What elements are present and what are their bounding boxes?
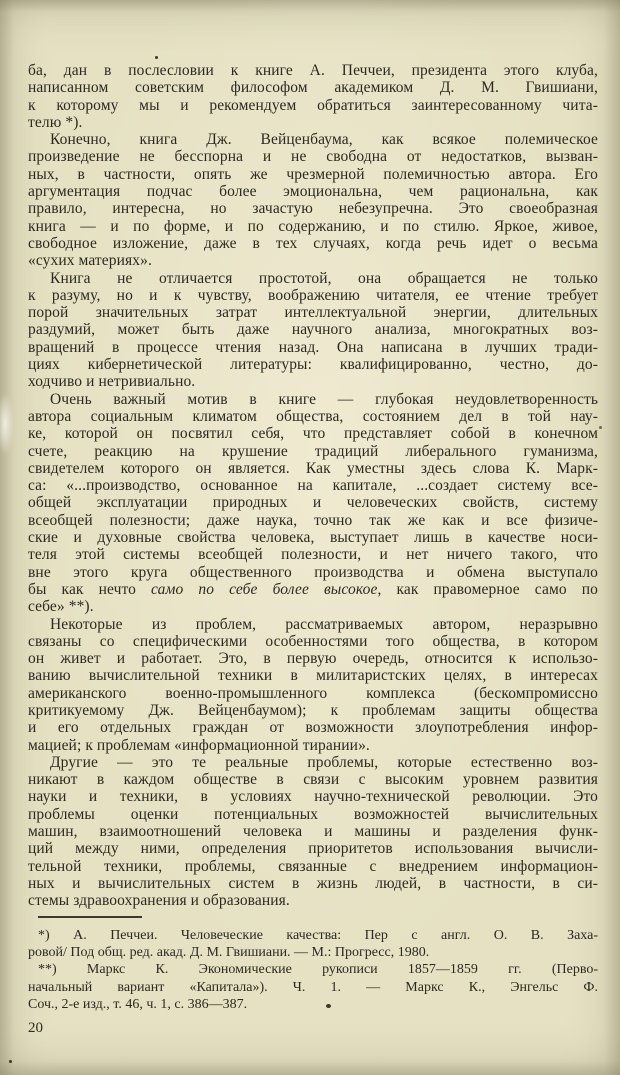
text-line: критикуемому Дж. Вейценбаумом); к проблемам защиты общества: [28, 701, 598, 719]
text-line: Некоторые из проблем, рассматриваемых автором, неразрывно: [50, 615, 598, 633]
text-line: Очень важный мотив в книге — глубокая неудовлетворенность: [50, 390, 598, 408]
text-line: Конечно, книга Дж. Вейценбаума, как всякое полемическое: [50, 131, 598, 149]
text-line: американского военно-промышленного комплекса (бескомпромиссно: [28, 684, 598, 702]
text-line: теля этой системы всеобщей полезности, и нет ничего такого, что: [28, 546, 598, 564]
paper-smudge: [0, 392, 14, 456]
footnotes: [28, 927, 598, 1013]
text-line: са: «...производство, основанное на капитале, ...создает систему все-: [28, 477, 598, 495]
italic-phrase: само по себе более высокое: [151, 580, 378, 598]
text-segment: , как правомерное само по: [377, 580, 598, 598]
footnote-separator: [38, 916, 142, 918]
text-line: начальный вариант «Капитала»). Ч. 1. — Маркс К., Энгельс Ф.: [28, 979, 598, 995]
text-line: ций между ними, определения приоритетов использования вычисли-: [28, 840, 598, 858]
text-line: Другие — это те реальные проблемы, которые естественно воз-: [50, 753, 598, 771]
body-text: [28, 62, 598, 910]
text-line: вращений в процессе чтения назад. Она написана в лучших тради-: [28, 338, 598, 356]
text-line: ские и духовные свойства человека, выступает лишь в качестве носи-: [28, 529, 598, 547]
text-line: ба, дан в послесловии к книге А. Печчеи, президента этого клуба,: [28, 62, 598, 79]
text-line: **) Маркс К. Экономические рукописи 1857—1859 гг. (Перво-: [38, 962, 598, 978]
text-line: машин, взаимоотношений человека и машины и разделения функ-: [28, 823, 598, 841]
text-line: телю *).: [28, 113, 83, 131]
text-line: аргументация подчас более эмоциональна, чем рациональна, как: [28, 183, 598, 201]
page-number: 20: [28, 1020, 43, 1036]
text-line: Соч., 2-е изд., т. 46, ч. 1, с. 386—387.: [28, 996, 248, 1012]
text-line: Книга не отличается простотой, она обращается не только: [50, 269, 598, 287]
text-line: произведение не бесспорна и не свободна от недостатков, вызван-: [28, 148, 598, 166]
text-line: свидетелем которого он является. Как уместны здесь слова К. Марк-: [28, 459, 598, 477]
text-line: ровой/ Под общ. ред. акад. Д. М. Гвишиани. — М.: Прогресс, 1980.: [28, 945, 430, 961]
text-line: науки и техники, в условиях научно-технической революции. Это: [28, 788, 598, 806]
text-line: [28, 581, 598, 598]
ink-speck: [599, 426, 602, 429]
ink-speck: [326, 1004, 331, 1008]
text-segment: бы как нечто: [28, 580, 152, 598]
text-line: стемы здравоохранения и образования.: [28, 892, 290, 910]
text-line: циях кибернетической литературы: квалифицированно, честно, до-: [28, 356, 598, 374]
text-line: счете, реакцию на крушение традиций либерального гуманизма,: [28, 442, 598, 460]
text-line: мацией; к проблемам «информационной тирании».: [28, 736, 370, 754]
text-line: никают в каждом обществе в связи с высоким уровнем развития: [28, 771, 598, 789]
text-line: ке, которой он посвятил себя, что представляет собой в конечном: [28, 425, 598, 443]
text-line: *) А. Печчеи. Человеческие качества: Пер с англ. О. В. Заха-: [38, 928, 598, 943]
text-line: правило, интересна, но зачастую небезупречна. Это своеобразная: [28, 200, 598, 218]
text-line: всеобщей полезности; даже наука, точно так же как и все физиче-: [28, 511, 598, 529]
text-line: написанном советским философом академиком Д. М. Гвишиани,: [28, 79, 598, 97]
text-line: ходчиво и нетривиально.: [28, 373, 196, 391]
text-line: и его отдельных граждан от возможности злоупотребления инфор-: [28, 719, 598, 737]
text-line: общей эксплуатации природных и человеческих свойств, систему: [28, 494, 598, 512]
text-line: он живет и работает. Это, в первую очередь, относится к использо-: [28, 650, 598, 668]
text-line: вне этого круга общественного производства и обмена выступало: [28, 563, 598, 581]
text-line: автора социальным климатом общества, состоянием дел в той нау-: [28, 407, 598, 425]
ink-speck: [155, 56, 158, 59]
text-line: свободное изложение, даже в тех случаях, когда речь идет о весьма: [28, 234, 598, 252]
text-line: себе» **).: [28, 598, 94, 616]
text-line: тельной техники, проблемы, связанные с внедрением информацион-: [28, 857, 598, 875]
text-line: «сухих материях».: [28, 252, 152, 270]
text-line: ванию вычислительной техники в милитаристских целях, в интересах: [28, 667, 598, 685]
text-line: проблемы оценки потенциальных возможностей вычислительных: [28, 805, 598, 823]
text-line: к которому мы и рекомендуем обратиться заинтересованному чита-: [28, 96, 598, 114]
text-line: ных, в частности, опять же чрезмерной полемичностью автора. Его: [28, 165, 598, 183]
ink-speck: [9, 1060, 12, 1063]
text-line: раздумий, может быть даже научного анализа, многократных воз-: [28, 321, 598, 339]
text-line: к разуму, но и к чувству, воображению читателя, ее чтение требует: [28, 286, 598, 304]
text-line: ных и вычислительных систем в жизнь людей, в частности, в си-: [28, 874, 598, 892]
text-line: связаны со специфическими особенностями того общества, в котором: [28, 632, 598, 650]
text-line: книга — и по форме, и по содержанию, и по стилю. Яркое, живое,: [28, 217, 598, 235]
text-line: порой значительных затрат интеллектуальной энергии, длительных: [28, 304, 598, 322]
